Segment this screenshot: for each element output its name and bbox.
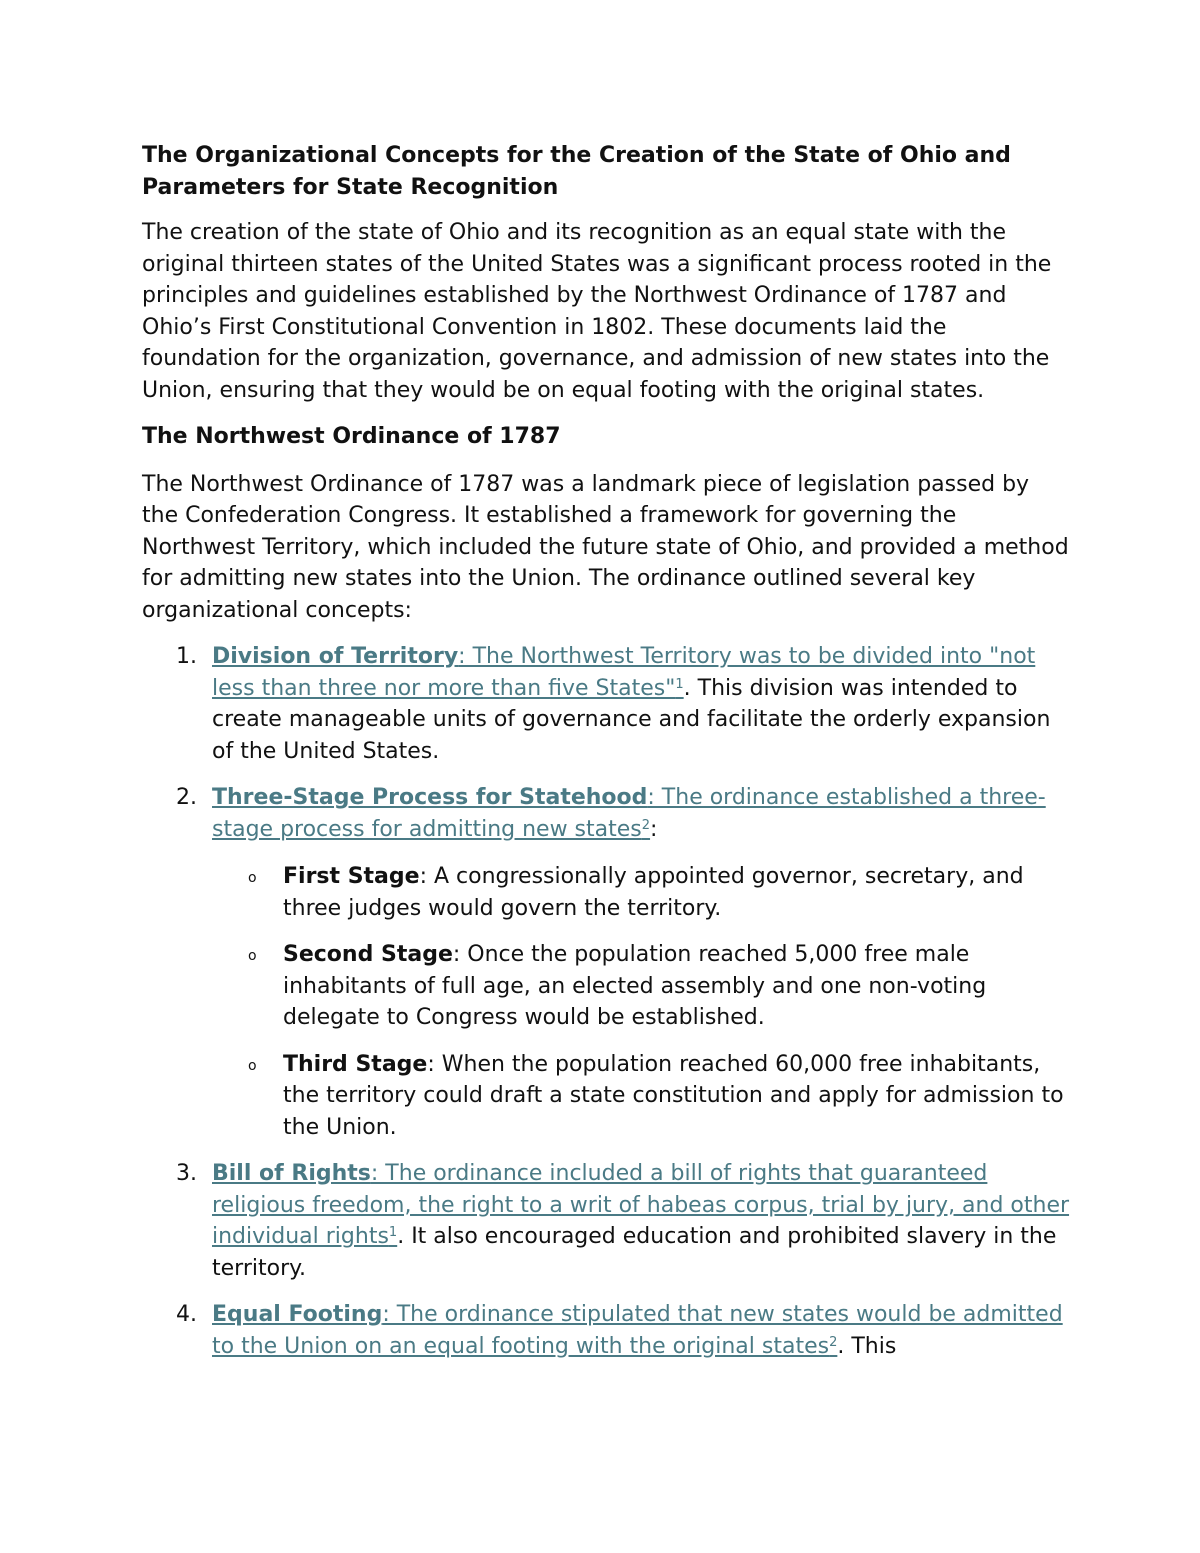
list-number: 4. — [176, 1302, 197, 1327]
footnote-marker: 1 — [675, 676, 684, 692]
statehood-stages-list — [212, 861, 1072, 1143]
link-term: Equal Footing — [212, 1302, 383, 1327]
stage-text: : A congressionally appointed governor, secretary, and three judges would govern the territory. — [283, 864, 1024, 921]
document-page — [142, 140, 1072, 1377]
footnote-marker: 2 — [641, 817, 651, 833]
stage-term: First Stage — [283, 864, 420, 889]
stage-text: : Once the population reached 5,000 free male inhabitants of full age, an elected assembly and one non-voting delegate to Congress would be established. — [283, 942, 987, 1030]
item-text: . This — [837, 1333, 897, 1359]
section-paragraph-northwest-ordinance: The Northwest Ordinance of 1787 was a landmark piece of legislation passed by the Confederation Congress. It established a framework for governing the Northwest Territory, which included the future state of Ohio, and provided a method for admitting new states into the Union. The ordinance outlined several key organizational concepts: — [142, 471, 1069, 623]
footnote-marker: 1 — [388, 1225, 398, 1240]
document-title: The Organizational Concepts for the Creation of the State of Ohio and Parameters for State Recognition — [142, 143, 1011, 200]
bullet-icon: o — [248, 1057, 257, 1074]
link-text: : The Northwest Territory was to be divided into "not less than three nor more than five States" — [212, 644, 1036, 701]
link-term: Three-Stage Process for Statehood — [212, 785, 648, 810]
link-term: Division of Territory — [212, 644, 459, 669]
organizational-concepts-list — [142, 641, 1072, 1362]
list-item-equal-footing — [142, 1299, 1072, 1362]
link-text: : The ordinance established a three-stage process for admitting new states — [212, 785, 1046, 842]
equal-footing-link[interactable] — [212, 1302, 1063, 1359]
stage-term: Third Stage — [283, 1051, 428, 1077]
link-text: : The ordinance included a bill of rights that guaranteed religious freedom, the right to a writ of habeas corpus, trial by jury, and other individual rights — [212, 1161, 1070, 1249]
item-text: . This division was intended to create manageable units of governance and facilitate the orderly expansion of the United States. — [212, 675, 1051, 764]
list-item-division-of-territory — [142, 641, 1072, 767]
item-text: . It also encouraged education and prohibited slavery in the territory. — [212, 1224, 1057, 1281]
link-term: Bill of Rights — [212, 1161, 371, 1186]
section-heading-northwest-ordinance: The Northwest Ordinance of 1787 — [142, 424, 561, 449]
list-number: 3. — [176, 1161, 197, 1186]
stage-item-third — [212, 1049, 1072, 1144]
item-text: : — [650, 816, 658, 842]
link-text: : The ordinance stipulated that new states would be admitted to the Union on an equal footing with the original states — [212, 1302, 1063, 1359]
intro-paragraph: The creation of the state of Ohio and its recognition as an equal state with the original thirteen states of the United States was a significant process rooted in the principles and guidelines established by the Northwest Ordinance of 1787 and Ohio’s First Constitutional Convention in 1802. These documents laid the foundation for the organization, governance, and admission of new states into the Union, ensuring that they would be on equal footing with the original states. — [142, 220, 1052, 403]
list-item-bill-of-rights — [142, 1158, 1072, 1284]
bullet-icon: o — [248, 870, 257, 886]
stage-term: Second Stage — [283, 942, 453, 967]
stage-item-first — [212, 861, 1072, 924]
stage-text: : When the population reached 60,000 free inhabitants, the territory could draft a state constitution and apply for admission to the Union. — [283, 1051, 1064, 1140]
stage-item-second — [212, 939, 1072, 1034]
list-item-three-stage-process — [142, 782, 1072, 1143]
footnote-marker: 2 — [829, 1334, 838, 1350]
bullet-icon: o — [248, 948, 257, 964]
three-stage-process-link[interactable] — [212, 785, 1046, 842]
list-number: 2. — [176, 785, 197, 810]
list-number: 1. — [176, 644, 197, 669]
